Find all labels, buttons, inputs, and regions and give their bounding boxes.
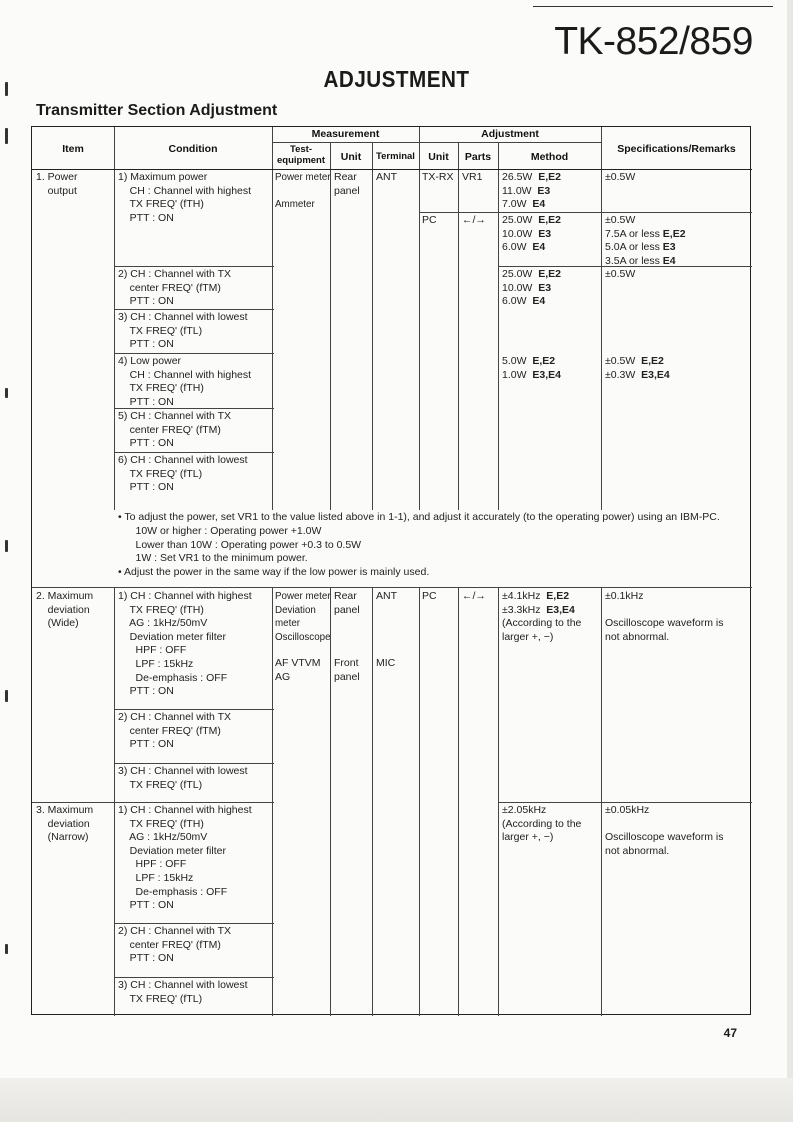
method-value: 1.0W [502, 368, 527, 381]
method-note: (According to the larger +, −) [502, 617, 582, 643]
col-divider [372, 143, 373, 510]
condition-narrow-3: 3) CH : Channel with lowest TX FREQ' (fTL) [118, 979, 248, 1005]
col-divider [419, 587, 420, 1016]
row-divider [114, 266, 274, 267]
row-divider [419, 212, 752, 213]
method-3 [502, 268, 561, 309]
method-line [502, 604, 581, 618]
model-code: E4 [532, 198, 546, 211]
header-test-equipment [272, 144, 330, 166]
col-divider [419, 127, 420, 510]
model-code: E,E2 [538, 214, 561, 226]
row-divider [114, 977, 274, 978]
page-edge [787, 0, 793, 1122]
method-line [502, 282, 561, 296]
method-value: 10.0W [502, 281, 533, 294]
spec-3: ±0.5W [605, 268, 636, 280]
unit-wide-2: Front panel [334, 657, 360, 683]
method-value: 25.0W [502, 214, 533, 226]
col-divider [458, 143, 459, 510]
measurement-unit: Rear panel [334, 171, 360, 197]
spec-narrow: ±0.05kHz Oscilloscope waveform is not abnormal. [605, 804, 724, 857]
spec-value: ±0.5W [605, 355, 636, 367]
row-divider [32, 587, 752, 588]
model-code: E3,E4 [546, 603, 575, 616]
col-divider [458, 587, 459, 1016]
model-code: E3 [537, 184, 551, 197]
adjust-parts-wide: ←/→ [462, 590, 486, 602]
spec-value: 7.5A or less [605, 227, 660, 240]
section-title: ADJUSTMENT [323, 66, 470, 92]
spec-line [605, 255, 686, 269]
condition-wide-3: 3) CH : Channel with lowest TX FREQ' (fTL) [118, 765, 248, 791]
adjust-unit-2: PC [422, 214, 437, 226]
binding-mark [5, 944, 8, 954]
header-terminal: Terminal [376, 151, 415, 162]
condition-wide-1: 1) CH : Channel with highest TX FREQ' (fTH) AG : 1kHz/50mV Deviation meter filter HPF : OFF LPF : 15kHz De-emphasis : OFF PTT : ON [118, 590, 252, 698]
header-test-equipment-line1: Test- [290, 144, 312, 155]
spec-value: ±0.3W [605, 368, 636, 381]
model-code: E4 [532, 241, 546, 254]
scan-shadow [0, 1078, 793, 1122]
measurement-terminal: ANT [376, 171, 397, 183]
method-value: 6.0W [502, 241, 527, 254]
method-value: 26.5W [502, 171, 533, 183]
header-unit: Unit [340, 151, 362, 163]
col-divider [601, 127, 602, 510]
binding-mark [5, 128, 8, 144]
condition-narrow-1: 1) CH : Channel with highest TX FREQ' (fTH) AG : 1kHz/50mV Deviation meter filter HPF : OFF LPF : 15kHz De-emphasis : OFF PTT : ON [118, 804, 252, 912]
spec-line [605, 355, 670, 369]
model-code: E,E2 [662, 227, 686, 240]
model-code: E4 [662, 254, 676, 267]
model-code: E3 [662, 241, 676, 254]
row-divider [498, 802, 752, 803]
condition-6: 6) CH : Channel with lowest TX FREQ' (fTL) PTT : ON [118, 454, 248, 494]
header-test-equipment-line2: equipment [276, 155, 326, 166]
col-divider [372, 587, 373, 1016]
row-divider [114, 923, 274, 924]
item-power-output: 1. Power output [36, 171, 78, 197]
header-measurement: Measurement [311, 128, 380, 140]
test-equipment-wide-1: Power meter Deviation meter Oscilloscope [275, 591, 331, 643]
method-value: ±3.3kHz [502, 603, 541, 616]
spec-value: 3.5A or less [605, 254, 660, 267]
spec-value: ±0.5W [605, 214, 636, 226]
spec-wide: ±0.1kHz Oscilloscope waveform is not abnormal. [605, 590, 724, 643]
adjust-parts-1: VR1 [462, 171, 483, 183]
method-line [502, 369, 561, 383]
method-line [502, 185, 561, 199]
power-adjust-note: • To adjust the power, set VR1 to the value listed above in 1-1), and adjust it accurately (to the operating power) using an IBM-PC. 10W or higher : Operating power +1.0W Lower than 10W : Operating power +0.3 to 0.5W 1W : Set VR1 to the minimum power. • Adjust the power in the same way if the low power is mainly used. [118, 511, 720, 579]
method-value: 5.0W [502, 355, 527, 367]
method-line [502, 295, 561, 309]
adjustment-table [31, 126, 751, 1015]
spec-value: 5.0A or less [605, 241, 660, 254]
test-equipment-wide-2: AF VTVM AG [275, 657, 321, 683]
method-4 [502, 355, 561, 382]
row-divider [272, 142, 601, 143]
binding-mark [5, 540, 8, 552]
method-line [502, 355, 561, 369]
model-code: E,E2 [546, 590, 570, 602]
method-value: 25.0W [502, 268, 533, 280]
header-item: Item [62, 143, 84, 155]
method-line [502, 241, 561, 255]
row-divider [32, 802, 274, 803]
binding-mark [5, 82, 8, 96]
spec-1: ±0.5W [605, 171, 636, 183]
binding-mark [5, 388, 8, 398]
condition-2: 2) CH : Channel with TX center FREQ' (fTM) PTT : ON [118, 268, 232, 308]
condition-wide-2: 2) CH : Channel with TX center FREQ' (fTM) PTT : ON [118, 711, 232, 751]
header-method: Method [530, 151, 569, 163]
col-divider [330, 587, 331, 1016]
condition-4: 4) Low power CH : Channel with highest TX FREQ' (fTH) PTT : ON [118, 355, 252, 408]
model-code: E3,E4 [641, 368, 670, 381]
method-wide [502, 590, 581, 644]
method-value: 7.0W [502, 198, 527, 211]
method-value: 10.0W [502, 227, 533, 240]
header-adjustment: Adjustment [481, 128, 539, 140]
condition-5: 5) CH : Channel with TX center FREQ' (fTM) PTT : ON [118, 410, 232, 450]
model-code: E3,E4 [532, 368, 561, 381]
row-divider [114, 452, 274, 453]
spec-2 [605, 214, 686, 268]
method-line [502, 590, 581, 604]
top-rule [533, 6, 773, 7]
row-divider [114, 763, 274, 764]
method-2 [502, 214, 561, 255]
row-divider [114, 709, 274, 710]
method-line [502, 268, 561, 282]
header-condition: Condition [168, 143, 218, 155]
method-line [502, 198, 561, 212]
spec-line [605, 228, 686, 242]
method-line [502, 214, 561, 228]
row-divider [114, 353, 274, 354]
model-code: E,E2 [532, 355, 556, 367]
method-line [502, 171, 561, 185]
subsection-title: Transmitter Section Adjustment [36, 102, 278, 119]
item-max-deviation-narrow: 3. Maximum deviation (Narrow) [36, 804, 94, 844]
spec-line [605, 214, 686, 228]
method-line [502, 228, 561, 242]
condition-1: 1) Maximum power CH : Channel with highest TX FREQ' (fTH) PTT : ON [118, 171, 252, 224]
condition-3: 3) CH : Channel with lowest TX FREQ' (fTL) PTT : ON [118, 311, 248, 351]
terminal-wide-1: ANT [376, 590, 397, 602]
method-value: 6.0W [502, 295, 527, 308]
method-value: 11.0W [502, 184, 532, 197]
spec-4 [605, 355, 670, 382]
model-code: E,E2 [641, 355, 664, 367]
col-divider [498, 143, 499, 510]
adjust-unit-wide: PC [422, 590, 437, 602]
header-adj-unit: Unit [428, 151, 449, 163]
model-code: E,E2 [538, 171, 561, 183]
header-divider [32, 169, 752, 170]
binding-mark [5, 690, 8, 702]
header-parts: Parts [464, 151, 492, 163]
row-divider [114, 309, 274, 310]
method-value: ±4.1kHz [502, 590, 541, 602]
model-code: E3 [538, 227, 552, 240]
spec-line [605, 241, 686, 255]
adjust-parts-2: ←/→ [462, 214, 486, 226]
method-narrow: ±2.05kHz (According to the larger +, −) [502, 804, 582, 844]
spec-line [605, 369, 670, 383]
model-code: E4 [532, 295, 546, 308]
page-number: 47 [723, 1026, 737, 1040]
method-1 [502, 171, 561, 212]
header-specs: Specifications/Remarks [617, 143, 736, 155]
condition-narrow-2: 2) CH : Channel with TX center FREQ' (fTM) PTT : ON [118, 925, 232, 965]
item-max-deviation-wide: 2. Maximum deviation (Wide) [36, 590, 94, 630]
terminal-wide-2: MIC [376, 657, 396, 669]
model-code: E3 [538, 281, 552, 294]
test-equipment: Power meter Ammeter [275, 172, 331, 211]
model-code: E,E2 [538, 268, 561, 280]
model-title: TK-852/859 [554, 20, 753, 63]
unit-wide-1: Rear panel [334, 590, 360, 616]
adjust-unit-1: TX-RX [422, 171, 454, 183]
